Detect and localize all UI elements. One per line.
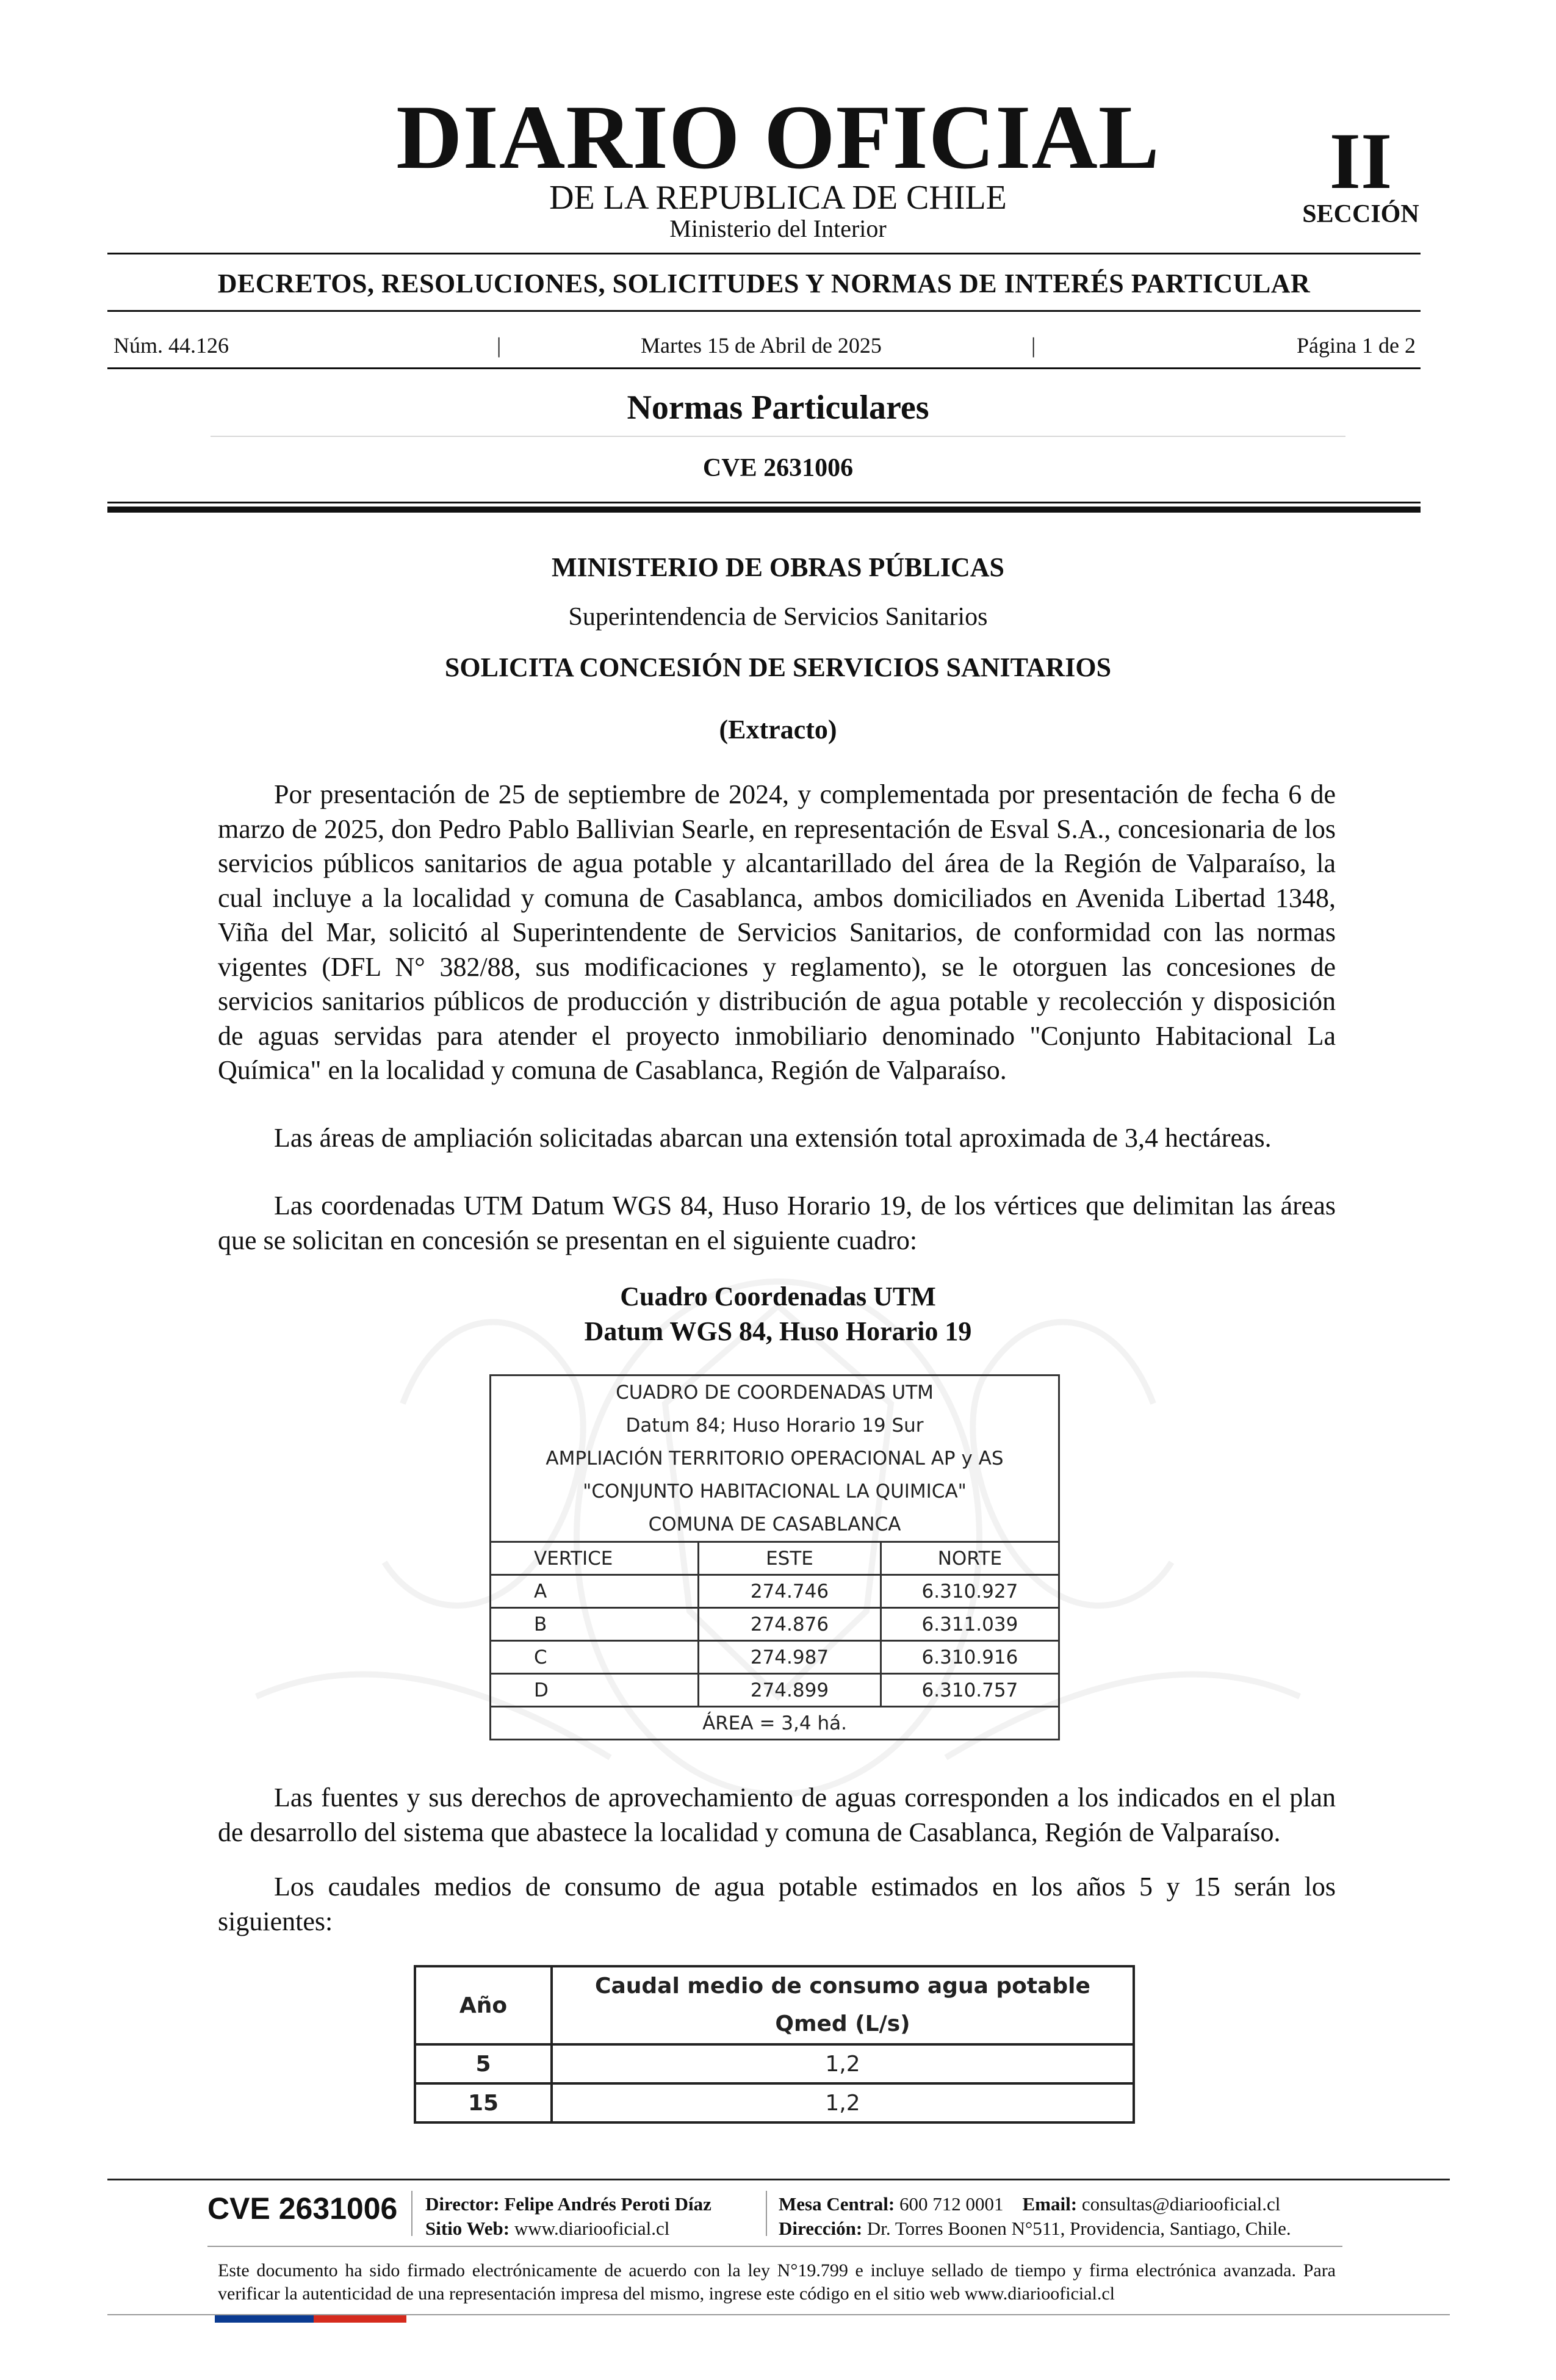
paragraph [218, 1121, 1336, 1156]
table-row [415, 2044, 1134, 2083]
utm-coordinates-table [489, 1374, 1060, 1740]
vertex-cell: A [491, 1575, 699, 1608]
year-cell: 15 [415, 2083, 552, 2122]
east-cell: 274.876 [699, 1608, 881, 1641]
utm-title-line: Datum 84; Huso Horario 19 Sur [625, 1415, 924, 1437]
table-header-row [415, 1966, 1134, 2044]
footer-contact-left [425, 2192, 711, 2241]
director-name: Felipe Andrés Peroti Díaz [504, 2193, 711, 2215]
column-header-line: Qmed (L/s) [775, 2011, 910, 2036]
north-cell: 6.310.916 [881, 1641, 1059, 1674]
paragraph [218, 1870, 1336, 1939]
masthead-rule [107, 253, 1421, 254]
utm-title-line: "CONJUNTO HABITACIONAL LA QUIMICA" [583, 1480, 967, 1502]
section-title-rule [211, 436, 1345, 437]
table-footer-row [491, 1707, 1059, 1740]
vertex-cell: C [491, 1641, 699, 1674]
utm-table-title [491, 1376, 1059, 1542]
north-cell: 6.311.039 [881, 1608, 1059, 1641]
paragraph [218, 1189, 1336, 1258]
north-cell: 6.310.927 [881, 1575, 1059, 1608]
year-cell: 5 [415, 2044, 552, 2083]
paragraph-text: Las coordenadas UTM Datum WGS 84, Huso Horario 19, de los vértices que delimitan las áreas que se solicitan en concesión se presentan en el siguiente cuadro: [218, 1191, 1336, 1255]
phone-label: Mesa Central: [779, 2193, 895, 2215]
director-label: Director: [425, 2193, 500, 2215]
section-banner: DECRETOS, RESOLUCIONES, SOLICITUDES Y NORMAS DE INTERÉS PARTICULAR [217, 269, 1311, 298]
paragraph-text: Las áreas de ampliación solicitadas abarcan una extensión total aproximada de 3,4 hectáreas. [274, 1123, 1272, 1153]
east-cell: 274.987 [699, 1641, 881, 1674]
column-header: NORTE [881, 1542, 1059, 1575]
paragraph [218, 777, 1336, 1088]
coordinates-caption-line: Datum WGS 84, Huso Horario 19 [584, 1316, 972, 1346]
table-row [415, 2083, 1134, 2122]
paragraph-text: Las fuentes y sus derechos de aprovechamiento de aguas corresponden a los indicados en el plan de desarrollo del sistema que abastece la localidad y comuna de Casablanca, Región de Valparaíso. [218, 1783, 1336, 1847]
table-row [491, 1674, 1059, 1707]
vertex-cell: D [491, 1674, 699, 1707]
flag-stripe-blue [215, 2315, 314, 2323]
cve-rule-thin [107, 502, 1421, 503]
table-row [491, 1641, 1059, 1674]
cve-rule-thick [107, 507, 1421, 513]
issue-separator: | [1031, 333, 1036, 358]
page-indicator: Página 1 de 2 [1297, 333, 1416, 358]
east-cell: 274.746 [699, 1575, 881, 1608]
legal-notice: Este documento ha sido firmado electrónicamente de acuerdo con la ley N°19.799 e incluye sellado de tiempo y firma electrónica avanzada. Para verificar la autenticidad de una representación impresa del mismo, ingrese este código en el sitio web www.diariooficial.cl [218, 2260, 1336, 2304]
issue-rule [107, 367, 1421, 369]
issue-separator: | [497, 333, 502, 358]
flow-rate-table [414, 1965, 1135, 2124]
banner-rule [107, 310, 1421, 312]
footer-divider [411, 2191, 412, 2236]
north-cell: 6.310.757 [881, 1674, 1059, 1707]
site-label: Sitio Web: [425, 2218, 510, 2239]
east-cell: 274.899 [699, 1674, 881, 1707]
subject-heading: SOLICITA CONCESIÓN DE SERVICIOS SANITARIOS [444, 652, 1112, 682]
footer-rule [207, 2246, 1342, 2247]
footer-divider [766, 2191, 767, 2236]
section-title: Normas Particulares [627, 389, 929, 427]
paragraph [218, 1781, 1336, 1850]
site-link[interactable]: www.diariooficial.cl [514, 2218, 670, 2239]
column-header: ESTE [699, 1542, 881, 1575]
ministry-heading: MINISTERIO DE OBRAS PÚBLICAS [551, 552, 1005, 582]
email-link[interactable]: consultas@diariooficial.cl [1081, 2193, 1281, 2215]
utm-title-line: CUADRO DE COORDENADAS UTM [616, 1382, 934, 1404]
vertex-cell: B [491, 1608, 699, 1641]
table-header-row [491, 1542, 1059, 1575]
newspaper-title: DIARIO OFICIAL [396, 87, 1160, 188]
flow-cell: 1,2 [552, 2083, 1134, 2122]
section-label: SECCIÓN [1302, 200, 1419, 228]
column-header [552, 1966, 1134, 2044]
agency-heading: Superintendencia de Servicios Sanitarios [568, 603, 988, 631]
utm-title-line: AMPLIACIÓN TERRITORIO OPERACIONAL AP y AS [546, 1448, 1004, 1469]
utm-title-line: COMUNA DE CASABLANCA [648, 1513, 901, 1535]
coordinates-caption-line: Cuadro Coordenadas UTM [620, 1282, 936, 1311]
issue-date: Martes 15 de Abril de 2025 [641, 333, 882, 358]
table-row [491, 1608, 1059, 1641]
flag-stripe-red [314, 2315, 406, 2323]
cve-code: CVE 2631006 [702, 454, 854, 482]
address-text: Dr. Torres Boonen N°511, Providencia, Santiago, Chile. [866, 2218, 1291, 2239]
paragraph-text: Por presentación de 25 de septiembre de 2024, y complementada por presentación de fecha 6 de marzo de 2025, don Pedro Pablo Ballivian Searle, en representación de Esval S.A., concesionaria de los servicios públicos sanitarios de agua potable y alcantarillado del área de la Región de Valparaíso, la cual incluye a la localidad y comuna de Casablanca, ambos domiciliados en Avenida Libertad 1348, Viña del Mar, solicitó al Superintendente de Servicios Sanitarios, de conformidad con las normas vigentes (DFL N° 382/88, sus modificaciones y reglamento), se le otorguen las concesiones de servicios sanitarios públicos de producción y distribución de agua potable y recolección y disposición de aguas servidas para atender el proyecto inmobiliario denominado "Conjunto Habitacional La Química" en la localidad y comuna de Casablanca, Región de Valparaíso. [218, 779, 1336, 1085]
column-header: Año [415, 1966, 552, 2044]
paragraph-text: Los caudales medios de consumo de agua potable estimados en los años 5 y 15 serán los siguientes: [218, 1872, 1336, 1936]
area-total: ÁREA = 3,4 há. [491, 1707, 1059, 1740]
column-header: VERTICE [491, 1542, 699, 1575]
address-label: Dirección: [779, 2218, 863, 2239]
newspaper-subtitle: DE LA REPUBLICA DE CHILE [549, 179, 1007, 217]
extract-heading: (Extracto) [719, 715, 837, 745]
section-number: II [1329, 116, 1392, 206]
phone-number: 600 712 0001 [899, 2193, 1004, 2215]
footer-contact-right [779, 2192, 1291, 2241]
footer-rule [107, 2179, 1450, 2180]
email-label: Email: [1022, 2193, 1078, 2215]
coordinates-caption [0, 1279, 1556, 1349]
issue-number: Núm. 44.126 [113, 333, 229, 358]
ministry-line: Ministerio del Interior [669, 215, 887, 242]
flow-cell: 1,2 [552, 2044, 1134, 2083]
column-header-line: Caudal medio de consumo agua potable [595, 1974, 1090, 1999]
footer-cve-code: CVE 2631006 [207, 2191, 398, 2226]
table-row [491, 1575, 1059, 1608]
